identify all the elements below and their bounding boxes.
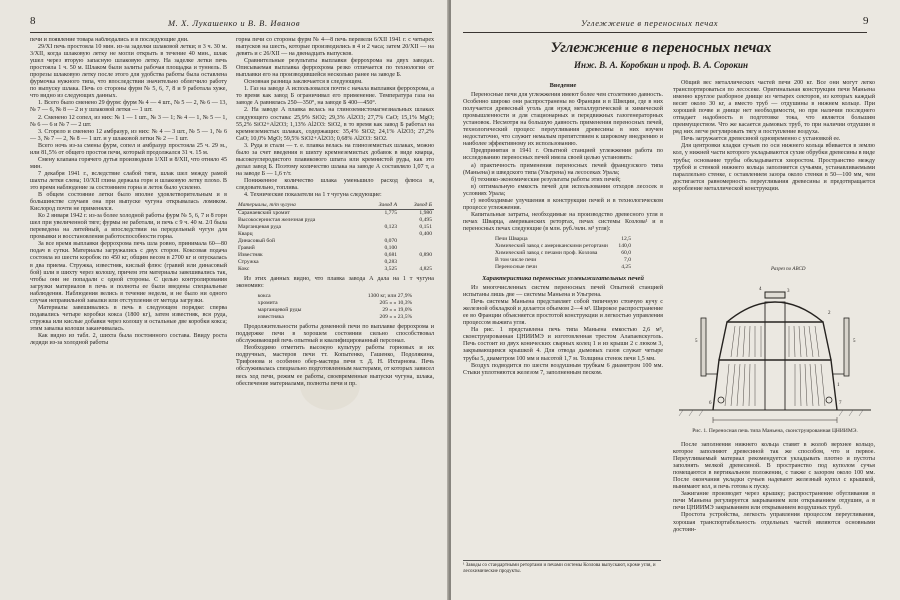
capital-cost-table-body: [493, 236, 633, 271]
savings-table-body: [256, 293, 414, 321]
table-row: [256, 293, 414, 300]
table-cell: кокса: [257, 293, 271, 300]
table-row: [493, 243, 633, 250]
paragraph: 2. Сменено 12 сопел, из них: № 1 — 1 шт., № 3 — 1; № 4 — 1, № 5 — 1, № 6 — 6 и № 7 — 2 шт.: [30, 114, 227, 128]
header-rule: [30, 32, 432, 33]
kiln-roof: [727, 302, 823, 322]
paragraph: Сравнительные результаты выплавки феррохрома на двух заводах. Описываемая выплавка феррохрома резко отличается по технологии от выплавки его на производившейся несколько ранее на заводе Б.: [236, 58, 434, 79]
table-row: [256, 307, 414, 314]
table-cell: [364, 217, 399, 224]
paragraph: 3. Руда и стали — т. е. плавка велась на глиноземистых шлаках, можно было за счет введения в шихту кремнеземистых добавок в виде кварца, высокоуглеродистого плавикового шпата или кремнистой руды, как это делал завод Б. Поэтому количество шлака на заводе А составляло 1,07 т, а на заводе Б — 1,6 т/т.: [236, 142, 434, 177]
table-cell: 4,825: [419, 266, 432, 273]
text-column-2: [236, 37, 434, 593]
table-row: [236, 245, 434, 252]
materials-table-body: [236, 210, 434, 274]
table-cell: [399, 245, 434, 252]
svg-text:1: 1: [837, 383, 840, 388]
paragraph: За все время выплавки феррохрома печь шла ровно, принимала 60—80 подач в сутки. Материалы загружались с двух сторон. Коксовая подача состояла из шести коробок по 450 кг, общим весом в 2700 кг и опускалась в два приема. Стружка, известняк, кислый флюс (гравий или динасовый бой) шли в шихту через колошу, причем эти материалы завешивались так, чтобы они не попадали с одной стороны. С целью контролирования загрузки материалов в печь и полноты ее были введены специальные наблюдения. Наблюдения велись в течение недели, и не было ни одного случая неправильной завалки или отступления от метода загрузки.: [30, 241, 227, 304]
paragraph: Печь загружается древесиной одновременно с установкой ее.: [681, 136, 841, 143]
paragraph: Простота устройства, легкость управления процессом переугливания, хорошая транспортабельность отдельных частей являются основными достоин-: [673, 512, 875, 533]
paragraph: 1. Газ на заводе А использовался почти с начала выплавки феррохрома, а то время как завод Б ограничивал его применение. Температура газа на заводе А равнялась 250—350°, на заводе Б 400—450°.: [236, 86, 434, 107]
paragraph: б) технико-экономические результаты работы этих печей;: [471, 176, 621, 183]
paragraph: 7 декабря 1941 г., вследствие слабой тяги, шлак шел между рамой шахты летки слева; 10/XII глина держала горн и шлаковую летку плохо. В это время наблюдение за состоянием горна и леток было усилено.: [30, 170, 227, 191]
table-cell: марганцевой руды: [257, 307, 302, 314]
text-column-2-bottom: [673, 442, 875, 594]
paragraph: Переносные печи для углежжения имеют более чем столетнюю давность. Особенно широко они распространены во Франции и в Швеции, где в них получается древесный уголь для нужд металлургической и химической промышленности и для стационарных и передвижных газогенераторных установок. Несмотря на большую давность применения переносных печей, технологический процесс переугливания древесины в них изучен недостаточно, что служит немалым препятствием к широкому внедрению и наиболее эффективному их использованию.: [463, 92, 663, 148]
footnote: ¹ Заводы со стандартными ретортами и печами системы Козлова выпускают, кроме угля, и лесохимические продукты.: [463, 560, 661, 575]
header-rule: [463, 32, 867, 33]
svg-text:3: 3: [787, 289, 790, 294]
paragraph: Печь системы Маньена представляет собой типичную стоячую кучу с железной обкладкой и делается объемом 2—4 м³. Широкое распространение ее во Франции объясняется простотой конструкции и легкостью управления процессом выжига угля.: [463, 299, 663, 327]
paragraph: 2. На заводе А плавка велась на глиноземистомагнезиальных шлаках следующего состава: 25,9% SiO2; 29,3% Al2O3; 27,7% CaO; 15,1% MgO; 55,2% SiO2+Al2O3; 1,13% Al2O3: SiO2, в то время как завод Б работал на кремнеземистых шлаках, содержащих: 35,4% SiO2; 24,1% Al2O3; 27,2% CaO; 10,0% MgO; 59,5% SiO2+Al2O3; 0,68% Al2O3: SiO2.: [236, 107, 434, 142]
table-cell: 1300 кг, или 27,9%: [367, 293, 413, 300]
paragraph: Необходимо отметить высокую культуру работы горновых и их подручных, мастеров печи тт. Копытенко, Гашенко, Подолякина, Трифонова и особенно обер-мастера печи т. Д. Н. Ихтарнова. Печь обслуживалась специально подготовленным мастерами, от которых зависел весь ход печи, режим ее работы, своевременные выпуски чугуна, шлака, обеспечение материалами, полноты печи и пр.: [236, 345, 434, 387]
table-cell: Кокс: [238, 266, 250, 273]
section-heading: Характеристика переносных углевыжигательных печей: [482, 274, 644, 282]
paragraph: Зажигание производят через крышку; распространение обугливания в печи Маньена регулируется закрыванием или открыванием отдушин, а в печи ЦНИИМЭ закрыванием или открыванием воздушных труб.: [673, 491, 875, 512]
paragraph: Для центровки кладки сучьев по оси нижнего кольца вбивается в землю кол, у нижней части которого укладываются сухие обрубки древесины в виде трубы; основание трубы обкладывается хворостом. Пространство между трубой и стенкой нижнего кольца заполняется сучьями, устанавливаемыми параллельно стенке, с оставлением зазора около стенки в 50—100 мм, чем достигается равномерность переугливания древесины и предотвращается коробление металлической конструкции.: [673, 143, 875, 192]
paragraph: 3. Сгорело и сменено 12 амбразур, из них: № 4 — 3 шт., № 5 — 1, № 6 — 3, № 7 — 2, № 8 — 1 шт. и у шлаковой летки № 2 — 1 шт.: [30, 128, 227, 142]
savings-table: [256, 293, 414, 321]
smoke-pipe-left: [701, 318, 706, 376]
running-head: М. Х. Лукашенко и В. В. Иванов: [168, 18, 301, 28]
table-cell: 0,681: [384, 252, 398, 259]
paragraph: Пониженное количество шлака уменьшило расход флюса и, следовательно, топлива.: [236, 177, 434, 191]
text-column-1: [463, 80, 663, 556]
table-cell: [399, 259, 434, 266]
table-cell: В том числе печи: [495, 256, 537, 263]
section-heading: Введение: [549, 82, 577, 89]
paragraph: Продолжительности работы доменной печи по выплавке феррохрома и поддержке печи в хорошем состоянии сильно способствовал обслуживающий печь опытный и квалифицированный персонал.: [236, 324, 434, 345]
table-cell: 0,123: [384, 224, 398, 231]
paragraph: Основная разница заключается в следующем.: [244, 79, 363, 86]
central-flue: [765, 302, 785, 410]
air-tube: [718, 397, 724, 403]
table-cell: 3,525: [384, 266, 398, 273]
paragraph: Материалы завешивались в печь в следующем порядке: сперва подавались четыре коробки кокса (1800 кг), затем известняк, вся руда, стружка или кислые добавки через колошу и остальные две коробки кокса; этим завалка колоши заканчивалась.: [30, 304, 227, 332]
smoke-pipe-right: [844, 318, 849, 376]
left-page: [0, 0, 449, 600]
table-cell: известняка: [257, 314, 284, 321]
table-cell: Стружка: [238, 259, 259, 266]
table-cell: Переносные печи: [495, 263, 537, 270]
paragraph: горна печи со стороны фурм № 4—8 печь перевели 6/XII 1941 г. с четырех выпусков на шесть, которые производились в 4 и 2 часа; затем 20/XII — на девять и с 26/XII — на двенадцать выпусков.: [236, 37, 434, 58]
table-row: [236, 259, 434, 266]
svg-text:5: 5: [695, 339, 698, 344]
table-cell: Гравий: [238, 245, 255, 252]
svg-text:5: 5: [853, 339, 856, 344]
table-cell: 0,283: [384, 259, 398, 266]
table-row: [236, 252, 434, 259]
wood-fill: [725, 326, 825, 406]
table-cell: 0,100: [384, 245, 398, 252]
table-cell: 0,151: [419, 224, 432, 231]
running-head: Углежжение в переносных печах: [581, 18, 719, 28]
table-cell: 1,775: [384, 210, 398, 217]
table-cell: Известняк: [238, 252, 263, 259]
ground-hatch: [679, 410, 863, 416]
air-tube: [826, 397, 832, 403]
table-row: [256, 314, 414, 321]
paragraph: Всего ночь из-за смены фурм, сопел и амбразур простояла 25 ч. 29 м., или 81,5% от общего простоя печи, который продолжался 31 ч. 15 м.: [30, 142, 227, 156]
figure-section-label: Разрез по ABCD: [771, 267, 806, 272]
table-row: [493, 250, 633, 257]
paragraph: После заполнения нижнего кольца ставят в жолоб верхнее кольцо, которое заполняют древесиной так же способом, что и первое. Переугливаемый материал рекомендуется укладывать плотно и пустоты заполнять мелкой древесиной. В пространство под куполом сучья помещаются в вертикальном положении, с также с зазором около 100 мм. После окончания укладки сучьев надевают железный купол с крышкой, вынимают кол, и печь готова к пуску.: [673, 442, 875, 491]
table-cell: Динасовый бой: [238, 238, 275, 245]
upper-ring: [719, 322, 831, 360]
right-page: [451, 0, 900, 600]
table-header: Завод А: [364, 202, 399, 210]
table-cell: 140,0: [618, 242, 631, 249]
table-row: [493, 257, 633, 264]
roof-hatch: [765, 292, 785, 298]
table-cell: Марганцевая руда: [238, 224, 282, 231]
paragraph: г) необходимые улучшения в конструкции печей и в технологическом процессе углежжения.: [463, 197, 663, 211]
table-row: [493, 236, 633, 243]
table-row: [236, 210, 434, 218]
paragraph: Как видно из табл. 2, шихта была постоянного состава. Ввиду роста ледяди из-за холодной работы: [30, 332, 227, 347]
svg-text:2: 2: [828, 311, 831, 316]
paragraph: 1. Всего было сменено 29 фурм: фурм № 4 — 4 шт., № 5 — 2, № 6 — 13, № 7 — 6, № 8 — 2 и у шлаковой летки — 1 шт.: [30, 100, 227, 114]
table-cell: Саранаевский хромит: [238, 210, 290, 217]
paragraph: Предпринятая в 1941 г. Опытной станцией углежжения работа по исследованию переносных печей имела своей целью установить:: [463, 148, 663, 162]
lower-ring: [713, 360, 837, 410]
table-header: Завод Б: [399, 202, 434, 210]
table-cell: 7,0: [624, 256, 631, 263]
table-cell: 12,5: [621, 235, 631, 242]
paragraph: печи и появление товара наблюдались и в последующие дни.: [30, 37, 189, 43]
table-row: [236, 238, 434, 245]
text-column-1: [30, 37, 227, 593]
page-number: 9: [863, 15, 869, 27]
table-cell: [364, 231, 399, 238]
paragraph: 4. Технические показатели на 1 т чугуна следующие:: [244, 192, 382, 199]
table-row: [236, 224, 434, 231]
table-cell: 0,070: [384, 238, 398, 245]
table-cell: 4,25: [621, 263, 631, 270]
table-cell: 29 » » 19,0%: [382, 307, 413, 314]
paragraph: Капитальные затраты, необходимые на производство древесного угля в печах Шварца, американских ретортах, печах системы Козлова¹ и в переносных печах следующие (в млн. руб./млн. м³ угля):: [463, 211, 663, 232]
page-number: 8: [30, 15, 36, 27]
part-callouts: [695, 287, 856, 406]
table-cell: Химический завод с американскими ретортами: [495, 242, 608, 249]
figure-caption: Рис. 1. Переносная печь типа Маньена, сконструированная ЦНИИМЭ.: [692, 428, 858, 434]
paragraph: в) оптимальную емкость печей для использования отходов лесосек в условиях Урала;: [463, 183, 663, 197]
text-column-2-top: [673, 80, 875, 260]
table-row: [236, 217, 434, 224]
paragraph: Из многочисленных систем переносных печей Опытной станцией испытаны лишь две — системы Маньена и Ульгрена.: [463, 285, 663, 299]
article-title: Углежжение в переносных печах: [550, 40, 772, 56]
paragraph: Общий вес металлических частей печи 200 кг. Все они могут легко транспортироваться по лесосеке. Оригинальная конструкция печи Маньена именно круглое разборное днище из четырех секторов, из которых каждый весит около 30 кг, а вместо труб — отдушины в нижнем кольце. При хорошей почве и днище нет необходимости, но при наличии последнего отпадает надобность в подготовке тока, что является большим преимуществом. Что же касается дымовых труб, то при наличии отдушин в ряд них легче регулировать тягу и поступление воздуха.: [673, 80, 875, 136]
table-cell: 0,890: [419, 252, 432, 259]
table-row: [236, 266, 434, 273]
table-cell: Химический завод с печами проф. Козлова: [495, 249, 598, 256]
svg-text:7: 7: [839, 401, 842, 406]
materials-table: [236, 202, 434, 273]
table-header: Материалы, т/т чугуна: [236, 202, 364, 210]
svg-text:4: 4: [759, 287, 762, 292]
table-cell: хромита: [257, 300, 278, 307]
paragraph: Воздух подводится по шести воздушным трубкам 6 диаметром 100 мм. Стыки уплотняются железом 7, заполненным песком.: [463, 362, 663, 376]
paragraph: Из этих данных видно, что плавка завода А дала на 1 т чугуна экономию:: [236, 276, 434, 290]
capital-cost-table: [493, 236, 633, 271]
table-cell: 1,980: [419, 210, 432, 217]
table-cell: 60,0: [621, 249, 631, 256]
article-authors: Инж. В. А. Коробкин и проф. В. А. Сорокин: [574, 60, 748, 70]
paragraph: В общем состояние летки было вполне удовлетворительным и в большинстве случаев она при выпуске чугуна открывалась ломиком. Кислород почти не применялся.: [30, 192, 227, 213]
table-cell: 0,400: [419, 231, 432, 238]
kiln-cross-section-figure: [673, 262, 877, 427]
table-cell: 0,495: [419, 217, 432, 224]
svg-text:6: 6: [709, 401, 712, 406]
paragraph: Смену клапана горячего дутья производили 1/XII и 8/XII, что отняло 45 мин.: [30, 156, 227, 170]
paragraph: а) практичность применения переносных печей французского типа (Маньена) и шведского типа (Ульгрена) на лесосеках Урала;: [463, 162, 663, 176]
table-cell: 205 » » 10,3%: [379, 300, 413, 307]
paragraph: На рис. 1 представлена печь типа Маньена емкостью 2,6 м³, сконструированная ЦНИИМЭ и изготовленная трестом Алапаевскуголь. Печь состоит из двух конических сварных колец 1 и из крыши 2 с люком 3, закрывающимся крышкой 4. Для отвода дымовых газов служат четыре трубы 5, диаметром 100 мм и высотой 1,7 м. Толщина стенок печи 1,5 мм.: [463, 327, 663, 362]
table-cell: 209 » » 23,5%: [379, 314, 413, 321]
table-row: [493, 264, 633, 271]
paragraph: Ко 2 января 1942 г. из-за более холодной работы фурм № 5, 6, 7 и 8 горн шел при увеличенной тяге; фурмы не работали, и печь с 9 ч. 40 м. 2/I была переведена на литейный, а впоследствии на передельный чугун для промывки и восстановления работоспособности горна.: [30, 213, 227, 241]
table-cell: Печи Шварца: [495, 235, 528, 242]
table-cell: Высокосернистая железная руда: [238, 217, 316, 224]
table-cell: Кварц: [238, 231, 253, 238]
paragraph: 29/XI печь простояла 10 мин. из-за заделки шлаковой летки; в 3 ч. 30 м. 3/XII, когда шлаковую летку не могли открыть в течение 40 мин., шлак ушел через вторую запасную шлаковую летку. На заделке летки печь простояла 1 ч. 50 м. Шлаком были залиты рабочая площадка и туннель. В прорезы шлаковую летку после этого для удобства работы была оставлена фурмочка нужного типа, что впоследствии значительно облегчило работу по выпуску шлака. Печь со стороны фурм № 5, 6, 7, 8 и 9 работала хуже, что видно из следующих данных.: [30, 44, 227, 100]
table-cell: [399, 238, 434, 245]
